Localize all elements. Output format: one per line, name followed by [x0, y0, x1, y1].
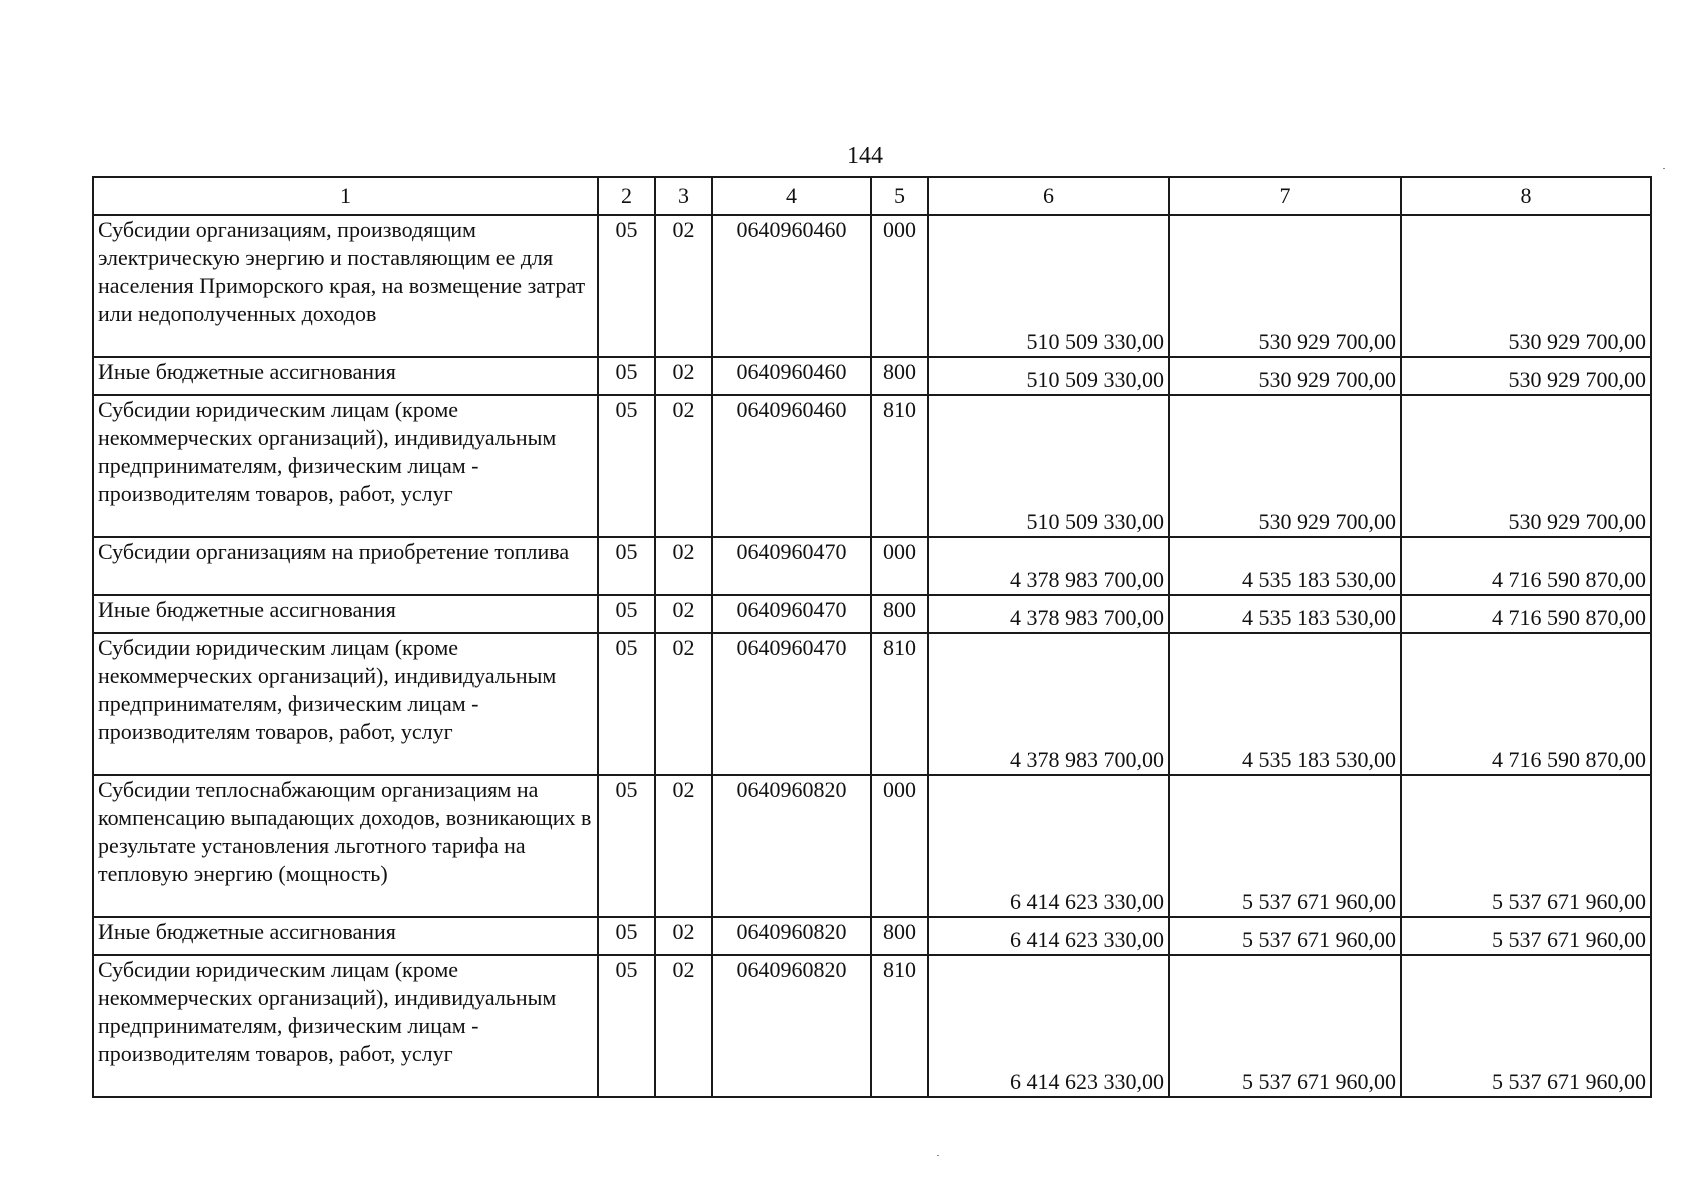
amount-col-7: 5 537 671 960,00 [1169, 775, 1401, 917]
row-description: Субсидии юридическим лицам (кроме некоммерческих организаций), индивидуальным предпринимателям, физическим лицам - производителям товаров, работ, услуг [93, 633, 598, 775]
amount-col-7: 530 929 700,00 [1169, 357, 1401, 395]
subsection-code: 02 [655, 595, 712, 633]
subsection-code: 02 [655, 633, 712, 775]
subsection-code: 02 [655, 917, 712, 955]
amount-col-8: 4 716 590 870,00 [1401, 595, 1651, 633]
target-article-code: 0640960470 [712, 595, 871, 633]
scan-speck [1663, 168, 1665, 169]
target-article-code: 0640960470 [712, 537, 871, 595]
expense-type-code: 810 [871, 955, 928, 1097]
table-row [93, 537, 1651, 595]
amount-col-8: 5 537 671 960,00 [1401, 917, 1651, 955]
amount-col-6: 6 414 623 330,00 [928, 917, 1169, 955]
row-description: Иные бюджетные ассигнования [93, 595, 598, 633]
section-code: 05 [598, 537, 655, 595]
subsection-code: 02 [655, 537, 712, 595]
amount-col-8: 4 716 590 870,00 [1401, 537, 1651, 595]
column-header: 5 [871, 177, 928, 215]
table-row [93, 395, 1651, 537]
table-row [93, 955, 1651, 1097]
amount-col-6: 510 509 330,00 [928, 395, 1169, 537]
amount-col-8: 530 929 700,00 [1401, 357, 1651, 395]
subsection-code: 02 [655, 955, 712, 1097]
target-article-code: 0640960820 [712, 775, 871, 917]
section-code: 05 [598, 775, 655, 917]
section-code: 05 [598, 955, 655, 1097]
amount-col-6: 510 509 330,00 [928, 215, 1169, 357]
row-description: Субсидии организациям на приобретение топлива [93, 537, 598, 595]
column-header: 3 [655, 177, 712, 215]
amount-col-7: 5 537 671 960,00 [1169, 955, 1401, 1097]
subsection-code: 02 [655, 775, 712, 917]
amount-col-8: 530 929 700,00 [1401, 395, 1651, 537]
column-header: 2 [598, 177, 655, 215]
table-row [93, 595, 1651, 633]
budget-table [92, 176, 1652, 1098]
row-description: Субсидии юридическим лицам (кроме некоммерческих организаций), индивидуальным предпринимателям, физическим лицам - производителям товаров, работ, услуг [93, 395, 598, 537]
amount-col-6: 4 378 983 700,00 [928, 537, 1169, 595]
section-code: 05 [598, 595, 655, 633]
target-article-code: 0640960460 [712, 357, 871, 395]
expense-type-code: 000 [871, 775, 928, 917]
expense-type-code: 810 [871, 395, 928, 537]
target-article-code: 0640960820 [712, 955, 871, 1097]
table-row [93, 917, 1651, 955]
amount-col-7: 4 535 183 530,00 [1169, 633, 1401, 775]
amount-col-7: 530 929 700,00 [1169, 395, 1401, 537]
amount-col-6: 6 414 623 330,00 [928, 955, 1169, 1097]
row-description: Субсидии юридическим лицам (кроме некоммерческих организаций), индивидуальным предпринимателям, физическим лицам - производителям товаров, работ, услуг [93, 955, 598, 1097]
column-header: 4 [712, 177, 871, 215]
row-description: Иные бюджетные ассигнования [93, 357, 598, 395]
amount-col-6: 4 378 983 700,00 [928, 595, 1169, 633]
expense-type-code: 000 [871, 537, 928, 595]
target-article-code: 0640960470 [712, 633, 871, 775]
amount-col-7: 530 929 700,00 [1169, 215, 1401, 357]
subsection-code: 02 [655, 395, 712, 537]
expense-type-code: 000 [871, 215, 928, 357]
subsection-code: 02 [655, 357, 712, 395]
table-row [93, 215, 1651, 357]
column-header: 7 [1169, 177, 1401, 215]
header-row [93, 177, 1651, 215]
section-code: 05 [598, 917, 655, 955]
expense-type-code: 810 [871, 633, 928, 775]
scan-speck [937, 1155, 939, 1156]
table-row [93, 633, 1651, 775]
row-description: Иные бюджетные ассигнования [93, 917, 598, 955]
section-code: 05 [598, 395, 655, 537]
section-code: 05 [598, 633, 655, 775]
subsection-code: 02 [655, 215, 712, 357]
amount-col-6: 4 378 983 700,00 [928, 633, 1169, 775]
column-header: 1 [93, 177, 598, 215]
row-description: Субсидии теплоснабжающим организациям на компенсацию выпадающих доходов, возникающих в результате установления льготного тарифа на тепловую энергию (мощность) [93, 775, 598, 917]
amount-col-7: 4 535 183 530,00 [1169, 595, 1401, 633]
row-description: Субсидии организациям, производящим электрическую энергию и поставляющим ее для населения Приморского края, на возмещение затрат или недополученных доходов [93, 215, 598, 357]
expense-type-code: 800 [871, 917, 928, 955]
expense-type-code: 800 [871, 595, 928, 633]
expense-type-code: 800 [871, 357, 928, 395]
target-article-code: 0640960460 [712, 215, 871, 357]
target-article-code: 0640960460 [712, 395, 871, 537]
target-article-code: 0640960820 [712, 917, 871, 955]
amount-col-8: 5 537 671 960,00 [1401, 955, 1651, 1097]
amount-col-7: 4 535 183 530,00 [1169, 537, 1401, 595]
amount-col-6: 510 509 330,00 [928, 357, 1169, 395]
amount-col-8: 4 716 590 870,00 [1401, 633, 1651, 775]
amount-col-8: 530 929 700,00 [1401, 215, 1651, 357]
column-header: 6 [928, 177, 1169, 215]
section-code: 05 [598, 215, 655, 357]
page-number: 144 [847, 143, 883, 169]
table-row [93, 775, 1651, 917]
table-row [93, 357, 1651, 395]
amount-col-7: 5 537 671 960,00 [1169, 917, 1401, 955]
column-header: 8 [1401, 177, 1651, 215]
section-code: 05 [598, 357, 655, 395]
amount-col-8: 5 537 671 960,00 [1401, 775, 1651, 917]
amount-col-6: 6 414 623 330,00 [928, 775, 1169, 917]
